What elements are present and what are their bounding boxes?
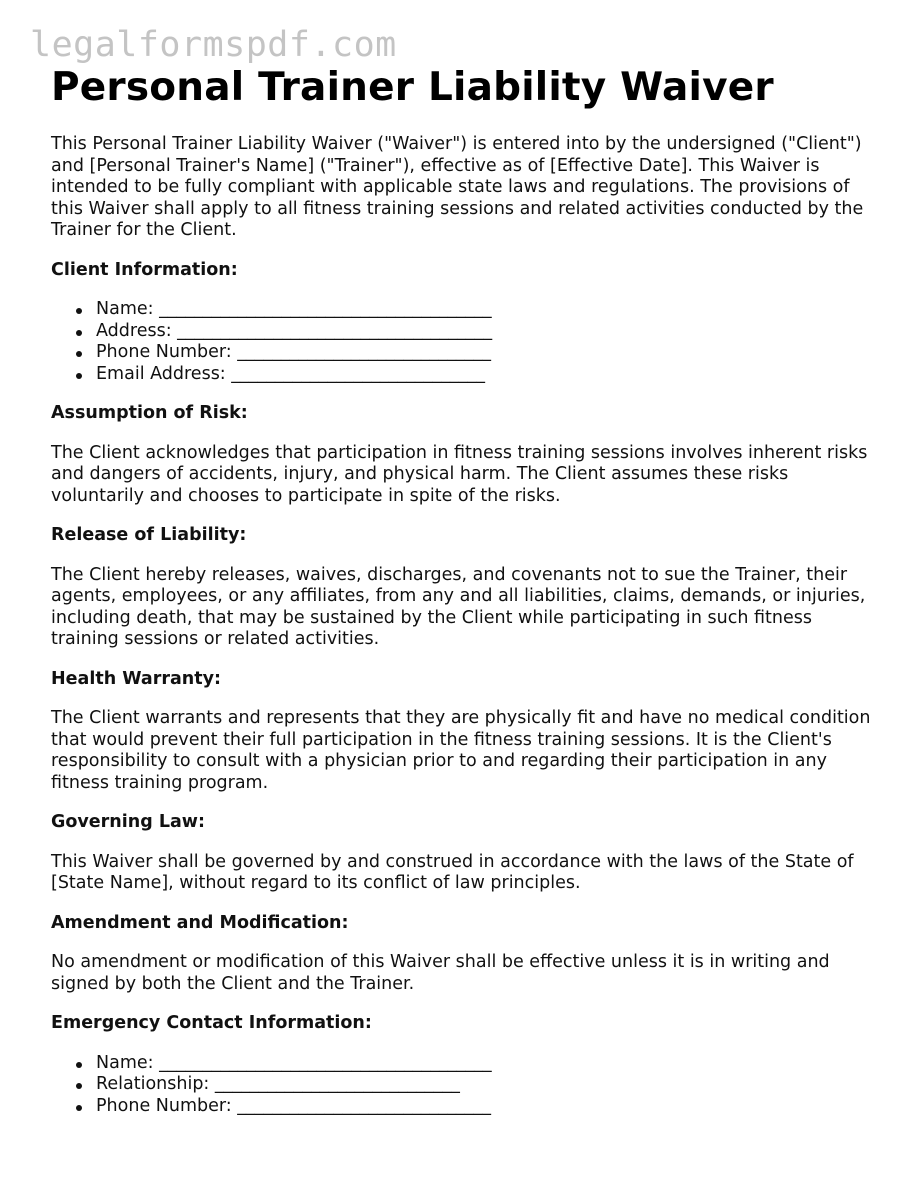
governing-law-heading: Governing Law: [51,812,205,832]
governing-law-body: This Waiver shall be governed by and construed in accordance with the laws of the State of [State Name], without regard to its conflict of law principles. [51,851,854,893]
client-phone-field: Phone Number: _____________________________ [96,342,881,364]
assumption-of-risk-heading: Assumption of Risk: [51,403,248,423]
document-title: Personal Trainer Liability Waiver [51,65,774,110]
amendment-body: No amendment or modification of this Waiver shall be effective unless it is in writing and signed by both the Client and the Trainer. [51,952,830,994]
document-page [51,66,881,1117]
intro-paragraph: This Personal Trainer Liability Waiver ("Waiver") is entered into by the undersigned ("Client") and [Personal Trainer's Name] ("Trainer"), effective as of [Effective Date]. This Waiver is intended to be fully compliant with applicable state laws and regulations. The provisions of this Waiver shall apply to all fitness training sessions and related activities conducted by the Trainer for the Client. [51,134,864,240]
emergency-phone-field: Phone Number: _____________________________ [96,1096,881,1118]
release-of-liability-heading: Release of Liability: [51,525,247,545]
client-address-field: Address: ____________________________________ [96,321,881,343]
emergency-contact-list [51,1053,881,1118]
health-warranty-body: The Client warrants and represents that they are physically fit and have no medical condition that would prevent their full participation in the fitness training sessions. It is the Client's responsibility to consult with a physician prior to and regarding their participation in any fitness training program. [51,708,871,793]
emergency-relationship-field: Relationship: ____________________________ [96,1074,881,1096]
client-information-list [51,299,881,385]
client-email-field: Email Address: _____________________________ [96,364,881,386]
emergency-name-field: Name: ______________________________________ [96,1053,881,1075]
release-of-liability-body: The Client hereby releases, waives, discharges, and covenants not to sue the Trainer, their agents, employees, or any affiliates, from any and all liabilities, claims, demands, or injuries, including death, that may be sustained by the Client while participating in such fitness training sessions or related activities. [51,564,866,649]
health-warranty-heading: Health Warranty: [51,668,222,689]
assumption-of-risk-body: The Client acknowledges that participation in fitness training sessions involves inherent risks and dangers of accidents, injury, and physical harm. The Client assumes these risks voluntarily and chooses to participate in spite of the risks. [51,442,868,506]
client-name-field: Name: ______________________________________ [96,299,881,321]
watermark: legalformspdf.com [30,25,397,65]
amendment-heading: Amendment and Modification: [51,912,349,933]
client-information-heading: Client Information: [51,259,238,280]
emergency-contact-heading: Emergency Contact Information: [51,1013,372,1033]
